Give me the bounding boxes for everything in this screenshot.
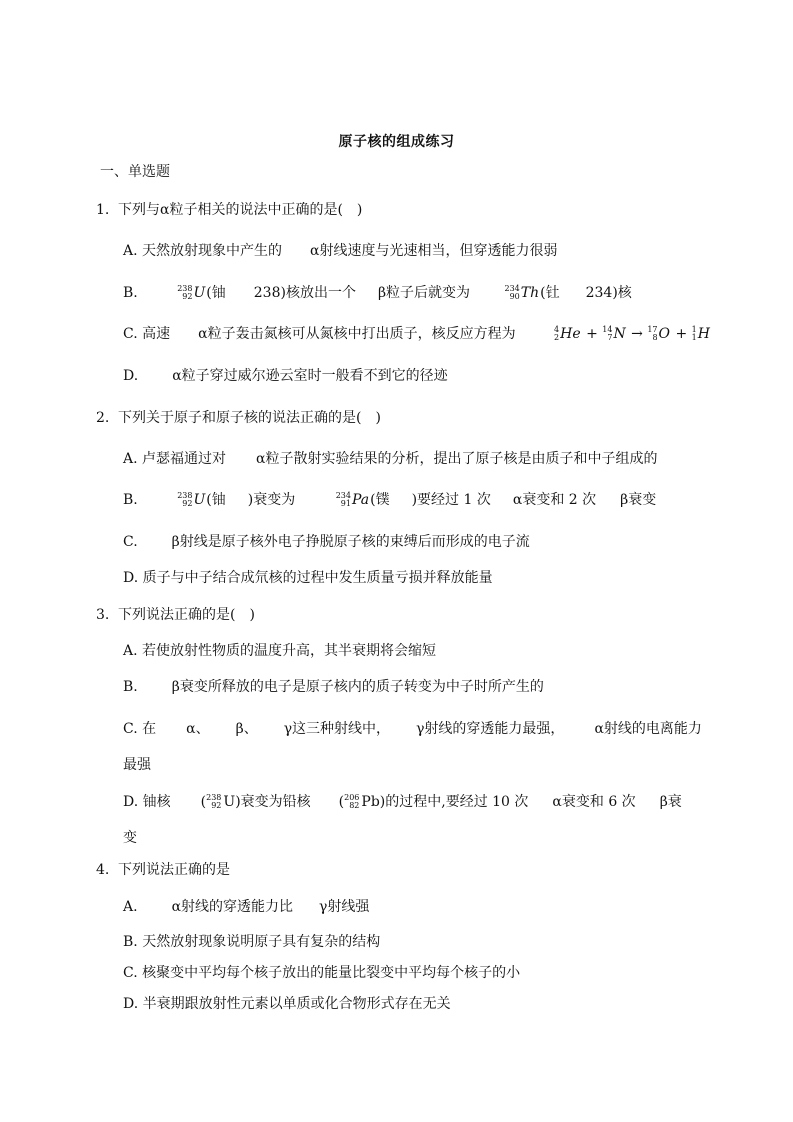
q3-option-d: D. 铀核 ( 238 92 U)衰变为铅核 ( 206 82 Pb)的过程中,要经过 10 次 α衰变和 6 次 β衰 [123,793,682,810]
q1-option-b: B. 238 92 U (铀 238)核放出一个 β粒子后就变为 234 90 Th (钍 234)核 [123,284,632,301]
section-heading: 一、单选题 [100,164,170,180]
page-title: 原子核的组成练习 [338,134,455,150]
q1-option-c: C. 高速 α粒子轰击氮核可从氮核中打出质子，核反应方程为 4 2 He + 14 7 N → 17 8 O + 1 1 H [123,325,710,342]
option-label: C. [123,534,138,550]
question-2 [96,408,381,428]
option-label: B. [123,679,138,695]
option-text: α射线速度与光速相当，但穿透能力很弱 [310,243,558,259]
q2-option-c: C. β射线是原子核外电子挣脱原子核的束缚后而形成的电子流 [123,534,530,550]
question-stem: 下列与α粒子相关的说法中正确的是( ) [118,202,363,218]
option-label: D. [123,368,139,384]
nuclide-th234: 234 90 Th [504,284,540,301]
option-label: B. [123,285,138,301]
option-label: A. [123,899,138,915]
question-stem: 下列说法正确的是( ) [118,607,255,623]
q1-option-d: D. α粒子穿过威尔逊云室时一般看不到它的径迹 [123,368,448,384]
nuclide-u238: 238 92 U [177,284,206,301]
option-label: D. [123,570,139,586]
question-number: 3. [96,607,110,623]
question-3 [96,605,255,625]
q3-option-b: B. β衰变所释放的电子是原子核内的质子转变为中子时所产生的 [123,679,544,695]
option-label: D. [123,794,139,810]
option-text: 天然放射现象中产生的 [142,243,283,259]
question-number: 4. [96,862,110,878]
question-stem: 下列说法正确的是 [118,862,230,878]
option-label: B. [123,492,138,508]
q1-option-a [123,241,557,261]
q2-option-b: B. 238 92 U (铀 )衰变为 234 91 Pa (镤 )要经过 1 次 α衰变和 2 次 β衰变 [123,491,657,508]
q3-option-d-cont: 变 [123,830,137,846]
option-label: C. [123,721,138,737]
q3-option-c: C. 在 α、 β、 γ这三种射线中， γ射线的穿透能力最强， α射线的电离能力 [123,721,702,737]
option-label: B. [123,934,138,950]
q4-option-a: A. α射线的穿透能力比 γ射线强 [123,899,370,915]
nuclear-equation: 4 2 He + 14 7 N → 17 8 O + 1 1 H [554,325,710,342]
q4-option-d: D. 半衰期跟放射性元素以单质或化合物形式存在无关 [123,996,451,1012]
question-4 [96,860,230,880]
q4-option-c: C. 核聚变中平均每个核子放出的能量比裂变中平均每个核子的小 [123,965,521,981]
q2-option-d: D. 质子与中子结合成氘核的过程中发生质量亏损并释放能量 [123,570,493,586]
option-label: A. [123,243,138,259]
question-1 [96,200,362,220]
option-label: C. [123,965,138,981]
option-label: C. [123,326,138,342]
q3-option-a: A. 若使放射性物质的温度升高，其半衰期将会缩短 [123,643,437,659]
option-label: A. [123,451,138,467]
question-number: 2. [96,410,110,426]
option-label: A. [123,643,138,659]
q3-option-c-cont: 最强 [123,757,151,773]
question-stem: 下列关于原子和原子核的说法正确的是( ) [118,410,381,426]
question-number: 1. [96,202,110,218]
q2-option-a: A. 卢瑟福通过对 α粒子散射实验结果的分析，提出了原子核是由质子和中子组成的 [123,451,658,467]
q4-option-b: B. 天然放射现象说明原子具有复杂的结构 [123,934,381,950]
option-label: D. [123,996,139,1012]
